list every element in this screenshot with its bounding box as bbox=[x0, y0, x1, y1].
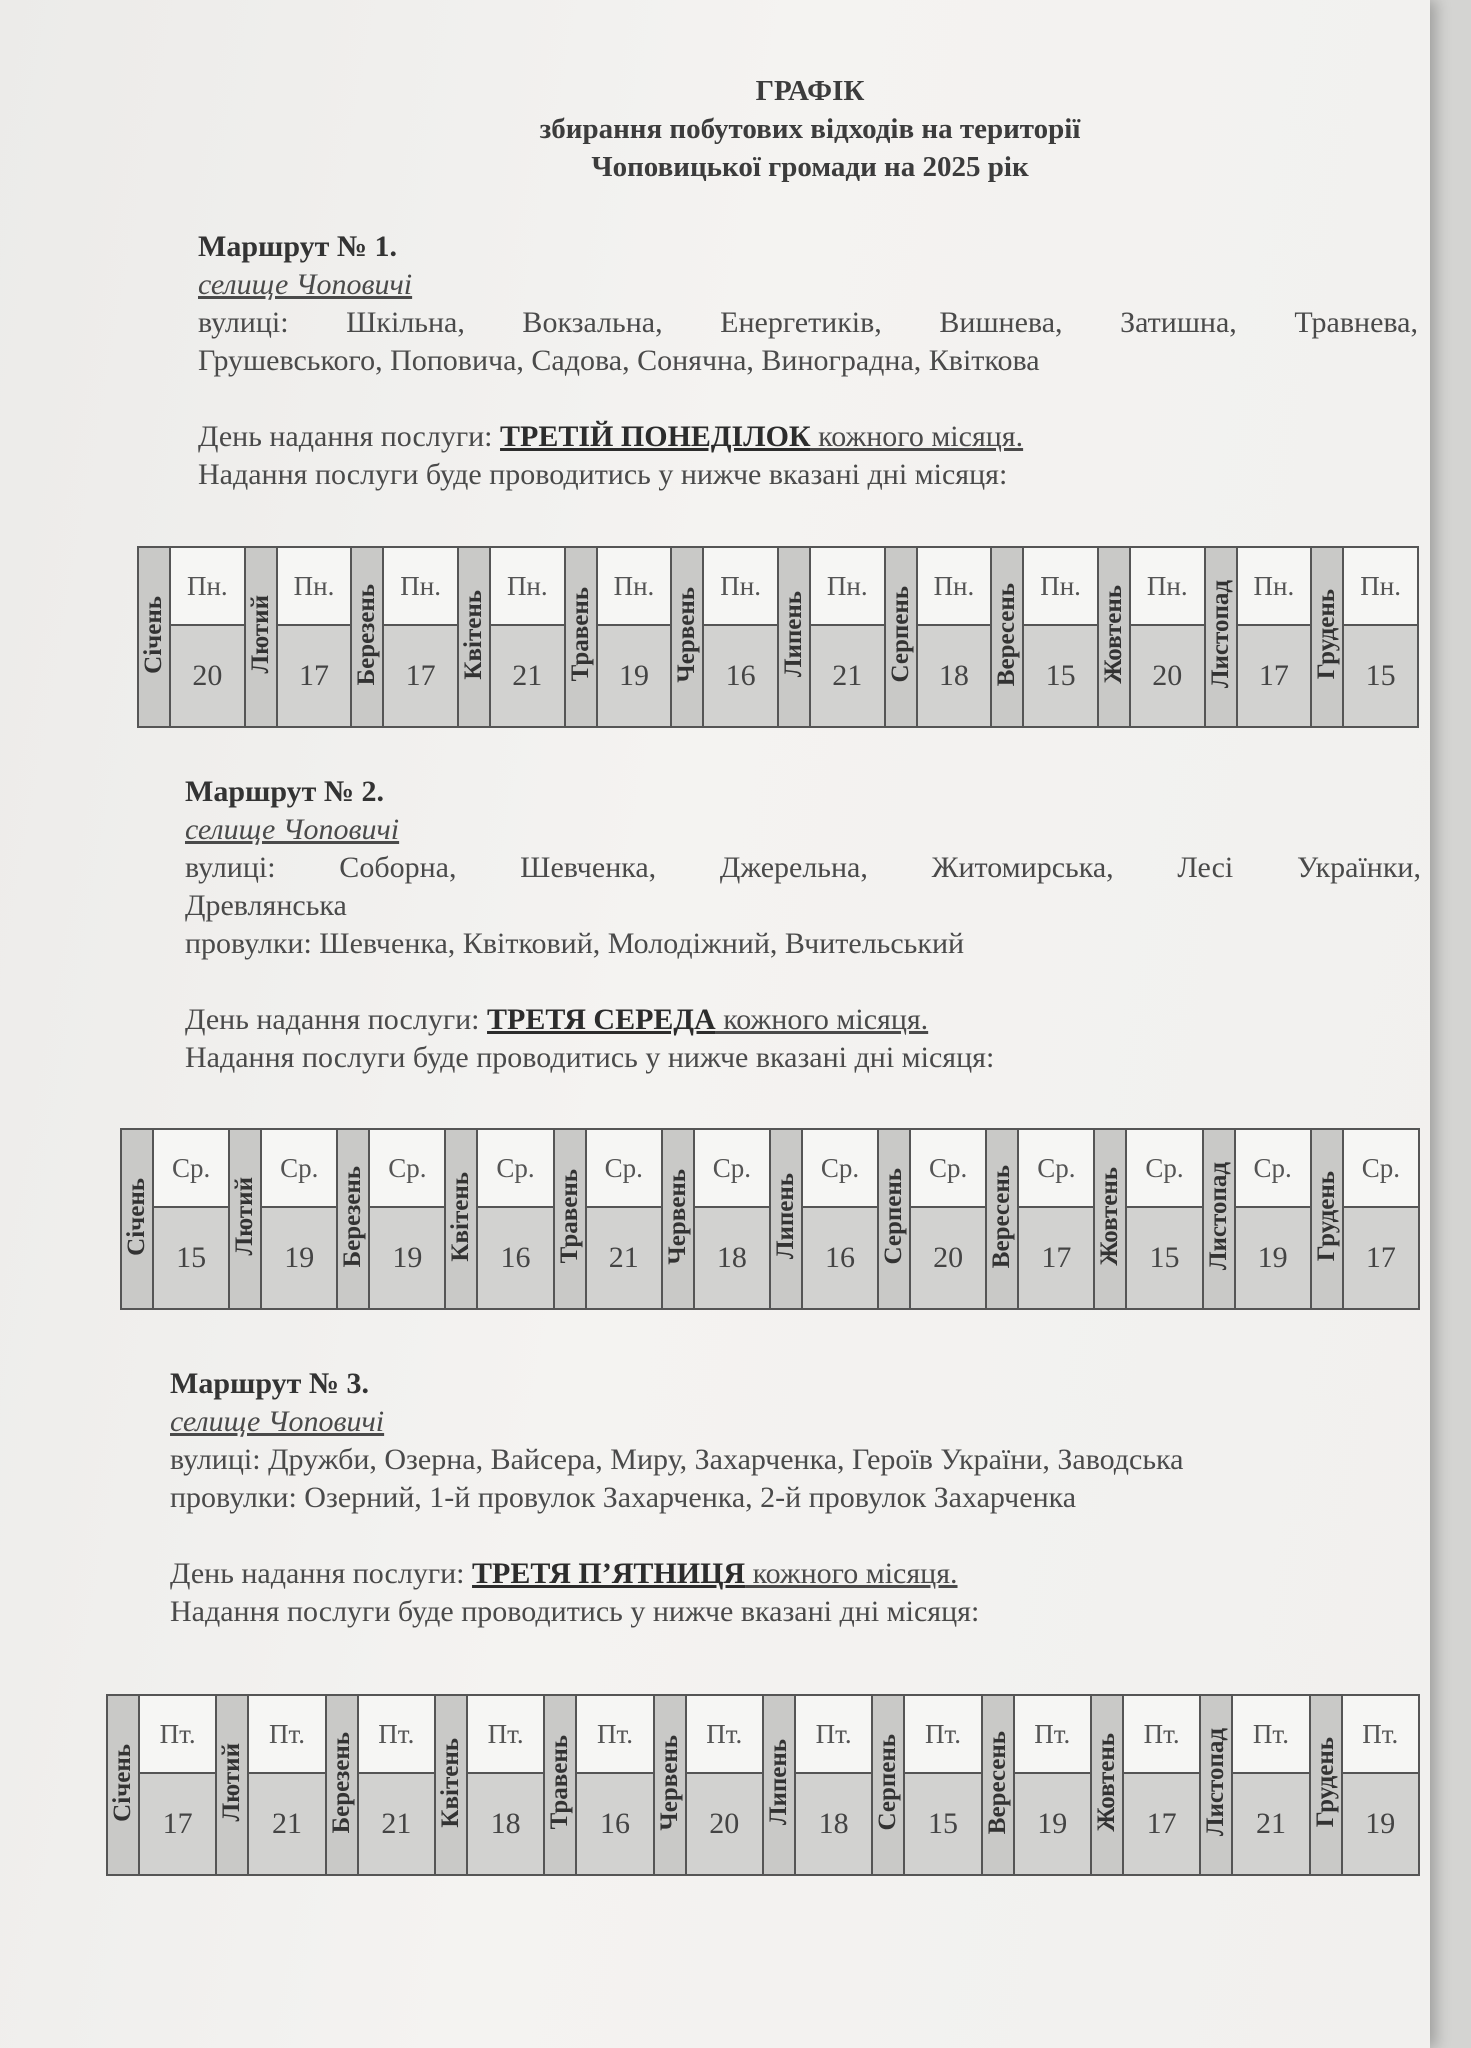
month-cell bbox=[991, 547, 1023, 727]
month-cell bbox=[986, 1129, 1018, 1309]
month-label: Січень bbox=[109, 1743, 136, 1822]
month-cell bbox=[885, 547, 917, 727]
month-cell bbox=[245, 547, 277, 727]
month-label: Липень bbox=[771, 1173, 799, 1260]
route-lanes: провулки: Озерний, 1-й провулок Захарченка, 2-й провулок Захарченка bbox=[170, 1481, 1077, 1514]
weekday-cell: Пн. bbox=[490, 547, 565, 625]
month-label: Червень bbox=[663, 1168, 691, 1265]
date-cell: 17 bbox=[1018, 1207, 1094, 1309]
weekday-cell: Ср. bbox=[477, 1129, 553, 1207]
document-title: ГРАФІК bbox=[755, 75, 865, 107]
weekday-cell: Ср. bbox=[261, 1129, 337, 1207]
month-cell bbox=[763, 1695, 795, 1875]
month-label: Лютий bbox=[218, 1743, 246, 1822]
service-day-value: ТРЕТІЙ ПОНЕДІЛОК bbox=[500, 420, 811, 453]
month-cell bbox=[107, 1695, 139, 1875]
spacer bbox=[170, 1517, 1420, 1555]
month-label: Вересень bbox=[988, 1164, 1016, 1269]
month-label: Листопад bbox=[1206, 580, 1234, 689]
route-streets: вулиці: Шкільна, Вокзальна, Енергетиків, Вишнева, Затишна, Травнева, bbox=[198, 306, 1418, 339]
weekday-cell: Пн. bbox=[917, 547, 992, 625]
month-label: Січень bbox=[140, 595, 167, 674]
month-cell bbox=[565, 547, 597, 727]
weekday-cell: Пт. bbox=[686, 1695, 763, 1773]
month-label: Листопад bbox=[1202, 1728, 1230, 1837]
date-cell: 15 bbox=[1126, 1207, 1202, 1309]
date-cell: 19 bbox=[597, 625, 672, 727]
month-cell bbox=[554, 1129, 586, 1309]
date-cell: 15 bbox=[904, 1773, 981, 1875]
month-cell bbox=[662, 1129, 694, 1309]
month-cell bbox=[654, 1695, 686, 1875]
weekday-cell: Ср. bbox=[1018, 1129, 1094, 1207]
weekday-cell: Пн. bbox=[383, 547, 458, 625]
month-cell bbox=[337, 1129, 369, 1309]
route-1-schedule-table bbox=[137, 546, 1419, 728]
month-label: Серпень bbox=[886, 586, 914, 683]
weekday-cell: Пн. bbox=[810, 547, 885, 625]
weekday-cell: Пт. bbox=[467, 1695, 544, 1773]
date-cell: 21 bbox=[248, 1773, 325, 1875]
weekday-cell: Ср. bbox=[153, 1129, 229, 1207]
document-subtitle-line1: збирання побутових відходів на території bbox=[539, 113, 1081, 145]
date-cell: 19 bbox=[369, 1207, 445, 1309]
weekday-cell: Пн. bbox=[1130, 547, 1205, 625]
route-place: селище Чоповичі bbox=[185, 813, 400, 846]
service-day-line bbox=[198, 418, 1418, 456]
month-label: Січень bbox=[123, 1177, 150, 1256]
route-1-section bbox=[198, 228, 1418, 494]
date-cell: 20 bbox=[1130, 625, 1205, 727]
weekday-cell: Пн. bbox=[1237, 547, 1312, 625]
service-note: Надання послуги буде проводитись у нижче вказані дні місяця: bbox=[185, 1041, 995, 1074]
route-2-schedule-table bbox=[120, 1128, 1420, 1310]
spacer bbox=[185, 963, 1421, 1001]
weekday-cell: Ср. bbox=[586, 1129, 662, 1207]
month-cell bbox=[1311, 1129, 1343, 1309]
month-cell bbox=[770, 1129, 802, 1309]
month-cell bbox=[229, 1129, 261, 1309]
weekday-cell: Пт. bbox=[1342, 1695, 1419, 1773]
weekday-cell: Пт. bbox=[576, 1695, 653, 1773]
date-cell: 19 bbox=[1235, 1207, 1311, 1309]
month-label: Квітень bbox=[459, 589, 487, 680]
month-label: Квітень bbox=[436, 1737, 464, 1828]
service-day-suffix: кожного місяця. bbox=[810, 420, 1024, 453]
route-3-schedule-table bbox=[106, 1694, 1420, 1876]
weekday-cell: Ср. bbox=[1343, 1129, 1419, 1207]
date-cell: 18 bbox=[917, 625, 992, 727]
route-title: Маршрут № 1. bbox=[198, 230, 397, 263]
service-day-line bbox=[185, 1001, 1421, 1039]
service-day-prefix: День надання послуги: bbox=[185, 1003, 488, 1036]
spacer bbox=[198, 380, 1418, 418]
month-cell bbox=[872, 1695, 904, 1875]
date-cell: 20 bbox=[910, 1207, 986, 1309]
month-cell bbox=[544, 1695, 576, 1875]
month-label: Квітень bbox=[447, 1171, 475, 1262]
document-header bbox=[360, 72, 1260, 186]
weekday-cell: Ср. bbox=[802, 1129, 878, 1207]
month-cell bbox=[216, 1695, 248, 1875]
month-label: Грудень bbox=[1312, 1171, 1340, 1262]
month-cell bbox=[671, 547, 703, 727]
date-cell: 17 bbox=[139, 1773, 216, 1875]
date-cell: 21 bbox=[810, 625, 885, 727]
route-place: селище Чоповичі bbox=[170, 1405, 385, 1438]
service-day-line bbox=[170, 1555, 1420, 1593]
month-label: Травень bbox=[566, 587, 594, 682]
weekday-cell: Пн. bbox=[1023, 547, 1098, 625]
weekday-cell: Пт. bbox=[795, 1695, 872, 1773]
weekday-cell: Пн. bbox=[1343, 547, 1418, 625]
month-cell bbox=[1311, 547, 1343, 727]
month-label: Жовтень bbox=[1099, 585, 1127, 684]
route-title: Маршрут № 2. bbox=[185, 775, 384, 808]
month-cell bbox=[1091, 1695, 1123, 1875]
month-label: Березень bbox=[353, 583, 381, 686]
month-cell bbox=[138, 547, 170, 727]
date-cell: 21 bbox=[490, 625, 565, 727]
route-streets-continued: Древлянська bbox=[185, 889, 347, 922]
date-cell: 19 bbox=[1014, 1773, 1091, 1875]
service-day-suffix: кожного місяця. bbox=[715, 1003, 929, 1036]
route-streets-continued: Грушевського, Поповича, Садова, Сонячна, Виноградна, Квіткова bbox=[198, 344, 1040, 377]
month-label: Грудень bbox=[1311, 1737, 1339, 1828]
date-cell: 16 bbox=[477, 1207, 553, 1309]
month-cell bbox=[1203, 1129, 1235, 1309]
date-cell: 17 bbox=[1123, 1773, 1200, 1875]
date-cell: 15 bbox=[1023, 625, 1098, 727]
service-day-value: ТРЕТЯ СЕРЕДА bbox=[487, 1003, 716, 1036]
weekday-cell: Ср. bbox=[369, 1129, 445, 1207]
month-cell bbox=[1094, 1129, 1126, 1309]
document-subtitle-line2: Чоповицької громади на 2025 рік bbox=[591, 151, 1029, 183]
month-cell bbox=[1200, 1695, 1232, 1875]
weekday-cell: Пт. bbox=[904, 1695, 981, 1773]
service-note: Надання послуги буде проводитись у нижче вказані дні місяця: bbox=[170, 1595, 980, 1628]
month-cell bbox=[326, 1695, 358, 1875]
weekday-row bbox=[138, 547, 1418, 625]
weekday-row bbox=[121, 1129, 1419, 1207]
month-cell bbox=[458, 547, 490, 727]
month-cell bbox=[445, 1129, 477, 1309]
month-label: Березень bbox=[327, 1731, 355, 1834]
weekday-cell: Ср. bbox=[694, 1129, 770, 1207]
month-label: Серпень bbox=[874, 1734, 902, 1831]
route-title: Маршрут № 3. bbox=[170, 1367, 369, 1400]
weekday-cell: Ср. bbox=[910, 1129, 986, 1207]
date-cell: 21 bbox=[1232, 1773, 1309, 1875]
month-label: Березень bbox=[339, 1165, 367, 1268]
date-cell: 19 bbox=[1342, 1773, 1419, 1875]
weekday-cell: Ср. bbox=[1126, 1129, 1202, 1207]
month-label: Липень bbox=[779, 591, 807, 678]
weekday-cell: Пт. bbox=[248, 1695, 325, 1773]
weekday-cell: Пт. bbox=[139, 1695, 216, 1773]
date-cell: 16 bbox=[703, 625, 778, 727]
date-cell: 21 bbox=[586, 1207, 662, 1309]
service-day-prefix: День надання послуги: bbox=[170, 1557, 473, 1590]
date-cell: 15 bbox=[153, 1207, 229, 1309]
date-cell: 21 bbox=[358, 1773, 435, 1875]
month-label: Жовтень bbox=[1096, 1167, 1124, 1266]
month-cell bbox=[878, 1129, 910, 1309]
month-label: Червень bbox=[655, 1734, 683, 1831]
service-day-prefix: День надання послуги: bbox=[198, 420, 501, 453]
month-label: Липень bbox=[764, 1739, 792, 1826]
month-cell bbox=[982, 1695, 1014, 1875]
date-cell: 18 bbox=[795, 1773, 872, 1875]
month-label: Грудень bbox=[1313, 589, 1341, 680]
month-cell bbox=[1098, 547, 1130, 727]
month-label: Вересень bbox=[983, 1730, 1011, 1835]
date-cell: 18 bbox=[694, 1207, 770, 1309]
month-cell bbox=[351, 547, 383, 727]
service-day-suffix: кожного місяця. bbox=[745, 1557, 958, 1590]
month-label: Лютий bbox=[246, 595, 274, 674]
weekday-cell: Пн. bbox=[597, 547, 672, 625]
route-streets: вулиці: Соборна, Шевченка, Джерельна, Житомирська, Лесі Українки, bbox=[185, 851, 1421, 884]
weekday-cell: Пн. bbox=[703, 547, 778, 625]
route-place: селище Чоповичі bbox=[198, 268, 413, 301]
date-cell: 15 bbox=[1343, 625, 1418, 727]
date-cell: 20 bbox=[170, 625, 245, 727]
month-cell bbox=[1205, 547, 1237, 727]
date-cell: 17 bbox=[383, 625, 458, 727]
weekday-cell: Пн. bbox=[277, 547, 352, 625]
month-label: Травень bbox=[546, 1735, 574, 1830]
month-label: Серпень bbox=[880, 1168, 908, 1265]
route-streets: вулиці: Дружби, Озерна, Вайсера, Миру, Захарченка, Героїв України, Заводська bbox=[170, 1443, 1184, 1476]
date-cell: 17 bbox=[1343, 1207, 1419, 1309]
month-label: Лютий bbox=[231, 1177, 259, 1256]
date-cell: 18 bbox=[467, 1773, 544, 1875]
month-label: Листопад bbox=[1204, 1162, 1232, 1271]
route-3-section bbox=[170, 1365, 1420, 1631]
weekday-cell: Пн. bbox=[170, 547, 245, 625]
weekday-row bbox=[107, 1695, 1419, 1773]
date-cell: 17 bbox=[1237, 625, 1312, 727]
weekday-cell: Ср. bbox=[1235, 1129, 1311, 1207]
month-cell bbox=[778, 547, 810, 727]
month-cell bbox=[1310, 1695, 1342, 1875]
month-cell bbox=[435, 1695, 467, 1875]
date-cell: 16 bbox=[802, 1207, 878, 1309]
service-note: Надання послуги буде проводитись у нижче вказані дні місяця: bbox=[198, 458, 1008, 491]
date-cell: 19 bbox=[261, 1207, 337, 1309]
service-day-value: ТРЕТЯ П’ЯТНИЦЯ bbox=[472, 1557, 746, 1590]
weekday-cell: Пт. bbox=[1232, 1695, 1309, 1773]
date-cell: 20 bbox=[686, 1773, 763, 1875]
month-cell bbox=[121, 1129, 153, 1309]
month-label: Вересень bbox=[993, 582, 1021, 687]
weekday-cell: Пт. bbox=[358, 1695, 435, 1773]
month-label: Червень bbox=[673, 586, 701, 683]
month-label: Травень bbox=[555, 1169, 583, 1264]
month-label: Жовтень bbox=[1092, 1733, 1120, 1832]
date-cell: 16 bbox=[576, 1773, 653, 1875]
route-2-section bbox=[185, 773, 1421, 1077]
date-cell: 17 bbox=[277, 625, 352, 727]
weekday-cell: Пт. bbox=[1014, 1695, 1091, 1773]
route-lanes: провулки: Шевченка, Квітковий, Молодіжний, Вчительський bbox=[185, 927, 965, 960]
weekday-cell: Пт. bbox=[1123, 1695, 1200, 1773]
